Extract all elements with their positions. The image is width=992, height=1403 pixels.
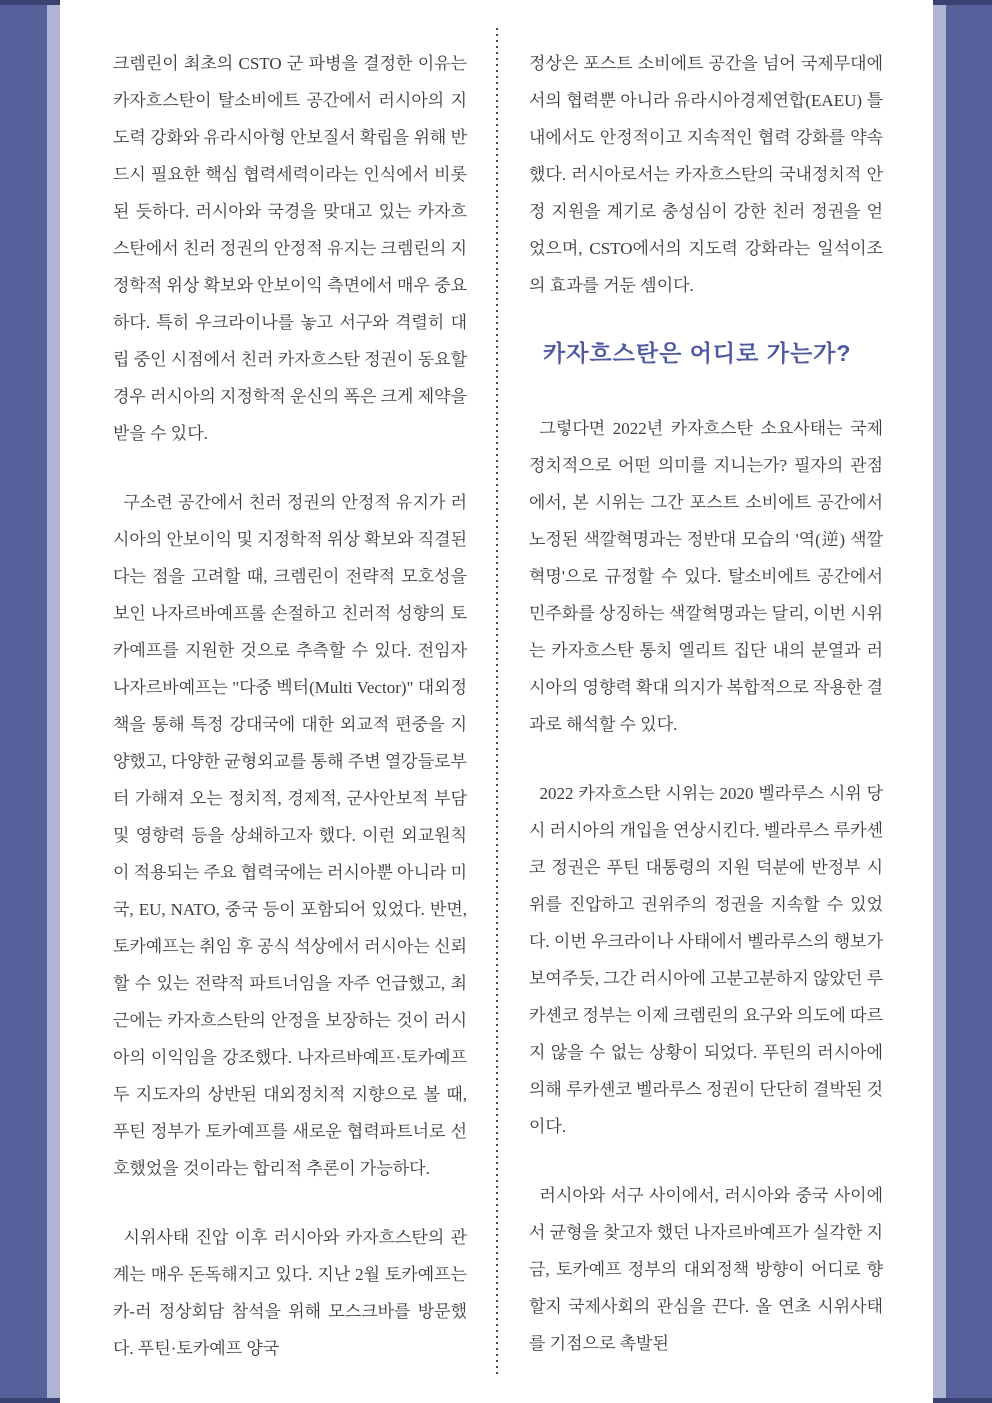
right-column	[529, 45, 883, 1394]
right-border-bar-light	[933, 0, 946, 1403]
left-border-top-cap	[0, 0, 60, 5]
left-column	[113, 45, 467, 1399]
body-paragraph: 그렇다면 2022년 카자흐스탄 소요사태는 국제정치적으로 어떤 의미를 지니는가? 필자의 관점에서, 본 시위는 그간 포스트 소비에트 공간에서 노정된 색깔혁명과는 정반대 모습의 '역(逆) 색깔혁명'으로 규정할 수 있다. 탈소비에트 공간에서 민주화를 상징하는 색깔혁명과는 달리, 이번 시위는 카자흐스탄 통치 엘리트 집단 내의 분열과 러시아의 영향력 확대 의지가 복합적으로 작용한 결과로 해석할 수 있다.	[529, 419, 883, 734]
right-border-bottom-cap	[933, 1398, 992, 1403]
body-paragraph: 정상은 포스트 소비에트 공간을 넘어 국제무대에서의 협력뿐 아니라 유라시아경제연합(EAEU) 틀 내에서도 안정적이고 지속적인 협력 강화를 약속했다. 러시아로서는 카자흐스탄의 국내정치적 안정 지원을 계기로 충성심이 강한 친러 정권을 얻었으며, CSTO에서의 지도력 강화라는 일석이조의 효과를 거둔 셈이다.	[529, 54, 883, 295]
section-heading: 카자흐스탄은 어디로 가는가?	[543, 340, 852, 366]
right-border-top-cap	[933, 0, 992, 5]
left-border-bottom-cap	[0, 1398, 60, 1403]
body-paragraph: 시위사태 진압 이후 러시아와 카자흐스탄의 관계는 매우 돈독해지고 있다. 지난 2월 토카예프는 카-러 정상회담 참석을 위해 모스크바를 방문했다. 푸틴·토카예프 양국	[113, 1228, 467, 1358]
left-border-bar-light	[47, 0, 60, 1403]
body-paragraph: 2022 카자흐스탄 시위는 2020 벨라루스 시위 당시 러시아의 개입을 연상시킨다. 벨라루스 루카셴코 정권은 푸틴 대통령의 지원 덕분에 반정부 시위를 진압하고 권위주의 정권을 지속할 수 있었다. 이번 우크라이나 사태에서 벨라루스의 행보가 보여주듯, 그간 러시아에 고분고분하지 않았던 루카셴코 정부는 이제 크렘린의 요구와 의도에 따르지 않을 수 없는 상황이 되었다. 푸틴의 러시아에 의해 루카셴코 벨라루스 정권이 단단히 결박된 것이다.	[529, 784, 883, 1136]
body-paragraph: 구소련 공간에서 친러 정권의 안정적 유지가 러시아의 안보이익 및 지정학적 위상 확보와 직결된다는 점을 고려할 때, 크렘린이 전략적 모호성을 보인 나자르바예프롤 손절하고 친러적 성향의 토카예프를 지원한 것으로 추측할 수 있다. 전임자 나자르바예프는 "다중 벡터(Multi Vector)" 대외정책을 통해 특정 강대국에 대한 외교적 편중을 지양했고, 다양한 균형외교를 통해 주변 열강들로부터 가해져 오는 정치적, 경제적, 군사안보적 부담 및 영향력 등을 상쇄하고자 했다. 이런 외교원칙이 적용되는 주요 협력국에는 러시아뿐 아니라 미국, EU, NATO, 중국 등이 포함되어 있었다. 반면, 토카예프는 취임 후 공식 석상에서 러시아는 신뢰할 수 있는 전략적 파트너임을 자주 언급했고, 최근에는 카자흐스탄의 안정을 보장하는 것이 러시아의 이익임을 강조했다. 나자르바예프·토카예프 두 지도자의 상반된 대외정치적 지향으로 볼 때, 푸틴 정부가 토카예프를 새로운 협력파트너로 선호했었을 것이라는 합리적 추론이 가능하다.	[113, 493, 467, 1178]
right-border-bar	[946, 0, 992, 1403]
left-border-bar	[0, 0, 47, 1403]
column-divider-dotted-line	[496, 28, 498, 1376]
body-paragraph: 크렘린이 최초의 CSTO 군 파병을 결정한 이유는 카자흐스탄이 탈소비에트 공간에서 러시아의 지도력 강화와 유라시아형 안보질서 확립을 위해 반드시 필요한 핵심 협력세력이라는 인식에서 비롯된 듯하다. 러시아와 국경을 맞대고 있는 카자흐스탄에서 친러 정권의 안정적 유지는 크렘린의 지정학적 위상 확보와 안보이익 측면에서 매우 중요하다. 특히 우크라이나를 놓고 서구와 격렬히 대립 중인 시점에서 친러 카자흐스탄 정권이 동요할 경우 러시아의 지정학적 운신의 폭은 크게 제약을 받을 수 있다.	[113, 54, 467, 443]
body-paragraph: 러시아와 서구 사이에서, 러시아와 중국 사이에서 균형을 찾고자 했던 나자르바예프가 실각한 지금, 토카예프 정부의 대외정책 방향이 어디로 향할지 국제사회의 관심을 끈다. 올 연초 시위사태를 기점으로 촉발된	[529, 1186, 883, 1353]
